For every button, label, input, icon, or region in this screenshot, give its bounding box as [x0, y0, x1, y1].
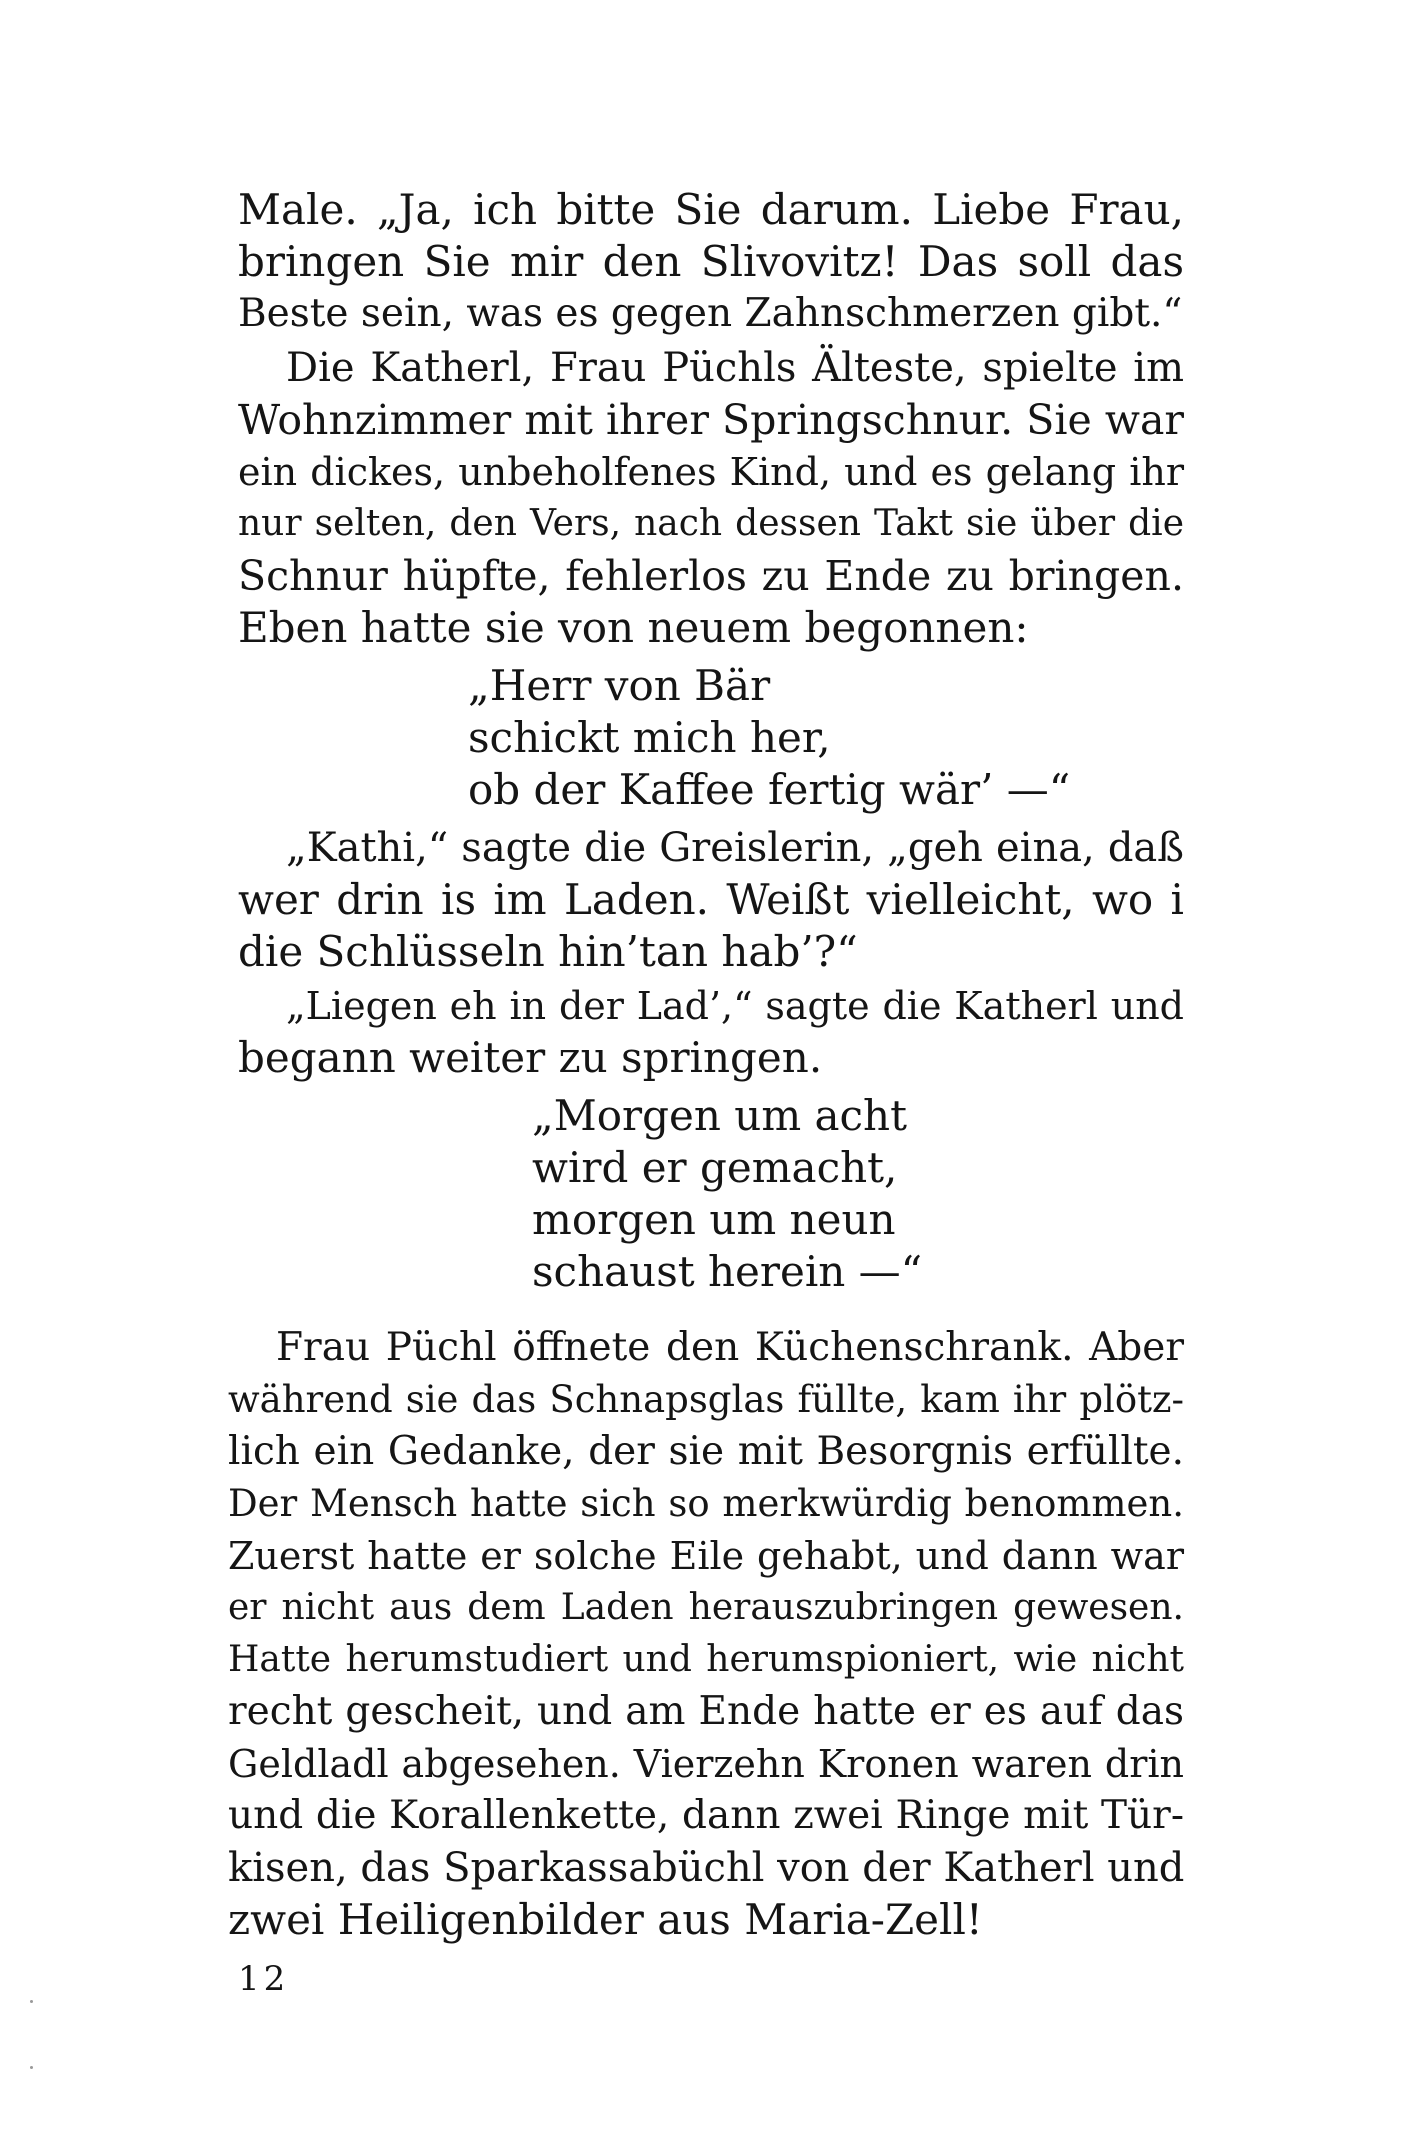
text-line: „Liegen eh in der Lad’,“ sagte die Katherl und: [286, 984, 1184, 1028]
verse-line: ob der Kaffee fertig wär’ —“: [468, 765, 1071, 814]
text-line: „Kathi,“ sagte die Greislerin, „geh eina, daß: [286, 825, 1184, 871]
text-line: wer drin is im Laden. Weißt vielleicht, wo i: [238, 875, 1184, 924]
verse-line: morgen um neun: [532, 1195, 896, 1244]
verse-line: schickt mich her,: [468, 713, 831, 762]
text-line: Hatte herumstudiert und herumspioniert, wie nicht: [228, 1639, 1184, 1680]
text-line: Wohnzimmer mit ihrer Springschnur. Sie war: [238, 396, 1184, 444]
text-line: während sie das Schnapsglas füllte, kam ihr plötz-: [228, 1378, 1184, 1421]
text-line: Zuerst hatte er solche Eile gehabt, und dann war: [228, 1534, 1184, 1578]
text-line: Beste sein, was es gegen Zahnschmerzen gibt.“: [238, 291, 1183, 336]
verse-line: „Herr von Bär: [468, 661, 771, 710]
text-line: und die Korallenkette, dann zwei Ringe mit Tür-: [228, 1793, 1184, 1838]
text-line: zwei Heiligenbilder aus Maria-Zell!: [228, 1895, 983, 1944]
text-line: Frau Püchl öffnete den Küchenschrank. Aber: [276, 1325, 1184, 1370]
text-line: Schnur hüpfte, fehlerlos zu Ende zu bringen.: [238, 552, 1184, 600]
text-line: Geldladl abgesehen. Vierzehn Kronen waren drin: [228, 1742, 1184, 1786]
text-line: die Schlüsseln hin’tan hab’?“: [238, 927, 858, 976]
text-line: ein dickes, unbeholfenes Kind, und es gelang ihr: [238, 450, 1184, 494]
scan-speck: [30, 2066, 33, 2069]
page-number: 12: [238, 1959, 290, 1999]
scan-speck: [30, 2000, 33, 2003]
text-line: recht gescheit, und am Ende hatte er es auf das: [228, 1689, 1184, 1734]
verse-line: wird er gemacht,: [532, 1143, 898, 1192]
verse-line: „Morgen um acht: [532, 1091, 907, 1140]
text-line: bringen Sie mir den Slivovitz! Das soll das: [238, 237, 1184, 286]
text-line: Male. „Ja, ich bitte Sie darum. Liebe Frau,: [238, 185, 1184, 234]
text-line: begann weiter zu springen.: [238, 1033, 823, 1082]
text-line: lich ein Gedanke, der sie mit Besorgnis erfüllte.: [228, 1429, 1184, 1474]
text-line: er nicht aus dem Laden herauszubringen gewesen.: [228, 1587, 1184, 1628]
text-line: Die Katherl, Frau Püchls Älteste, spielte im: [286, 345, 1184, 391]
text-line: Der Mensch hatte sich so merkwürdig benommen.: [228, 1482, 1184, 1525]
text-line: nur selten, den Vers, nach dessen Takt sie über die: [238, 503, 1184, 544]
verse-line: schaust herein —“: [532, 1247, 923, 1296]
text-line: kisen, das Sparkassabüchl von der Katherl und: [228, 1845, 1185, 1891]
text-line: Eben hatte sie von neuem begonnen:: [238, 603, 1029, 652]
